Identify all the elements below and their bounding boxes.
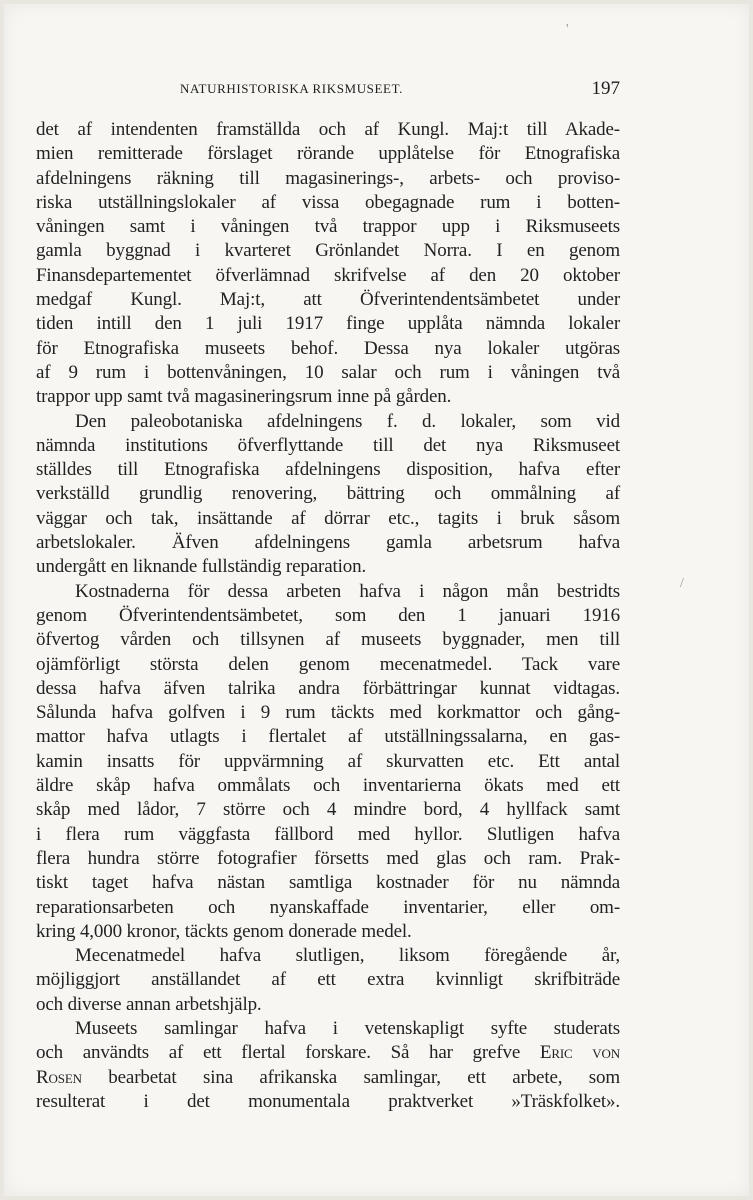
text-line: resulterat i det monumentala praktverket »Träskfolket». xyxy=(36,1090,620,1112)
text-line: nämnda institutions öfverflyttande till det nya Riksmuseet xyxy=(36,434,620,456)
text-line: ojämförligt största delen genom mecenatmedel. Tack vare xyxy=(36,653,620,675)
text-line: gamla byggnad i kvarteret Grönlandet Norra. I en genom xyxy=(36,240,620,262)
text-line: skåp med lådor, 7 större och 4 mindre bord, 4 hyllfack samt xyxy=(36,799,620,821)
text-line: Finansdepartementet öfverlämnad skrifvelse af den 20 oktober xyxy=(36,264,620,286)
text-line: afdelningens räkning till magasinerings-, arbets- och proviso- xyxy=(36,167,620,189)
person-name-last: Rosen xyxy=(36,1066,82,1088)
text-line: ställdes till Etnografiska afdelningens disposition, hafva efter xyxy=(36,459,620,481)
text-line: flera hundra större fotografier försetts med glas och ram. Prak- xyxy=(36,847,620,869)
running-title: NATURHISTORISKA RIKSMUSEET. xyxy=(180,81,404,96)
text-line: det af intendenten framställda och af Kungl. Maj:t till Akade- xyxy=(36,119,620,140)
text-line: medgaf Kungl. Maj:t, att Öfverintendentsämbetet under xyxy=(36,289,620,311)
text-line: tiden intill den 1 juli 1917 finge upplåta nämnda lokaler xyxy=(36,313,620,335)
text-line: arbetslokaler. Äfven afdelningens gamla arbetsrum hafva xyxy=(36,532,620,554)
text-line: riska utställningslokaler af vissa obegagnade rum i botten- xyxy=(36,191,620,213)
text-line: af 9 rum i bottenvåningen, 10 salar och rum i våningen två xyxy=(36,361,620,383)
text-line: tiskt taget hafva nästan samtliga kostnader för nu nämnda xyxy=(36,872,620,894)
page-header xyxy=(180,78,620,102)
text-line-with-name xyxy=(36,1066,620,1090)
text-line: kring 4,000 kronor, täckts genom donerade medel. xyxy=(36,920,412,942)
text-line-part: och användts af ett flertal forskare. Så har grefve xyxy=(36,1042,521,1064)
margin-mark-top: ' xyxy=(566,22,569,37)
text-line: för Etnografiska museets behof. Dessa nya lokaler utgöras xyxy=(36,337,620,359)
paragraph-start-line: Kostnaderna för dessa arbeten hafva i någon mån bestridts xyxy=(75,580,620,602)
text-line: i flera rum väggfasta fällbord med hyllor. Slutligen hafva xyxy=(36,823,620,845)
scanned-page xyxy=(4,4,749,1196)
text-line: verkställd grundlig renovering, bättring och ommålning af xyxy=(36,483,620,505)
body-text xyxy=(36,118,620,1114)
text-line: reparationsarbeten och nyanskaffade inventarier, eller om- xyxy=(36,896,620,918)
paragraph-start-line: Mecenatmedel hafva slutligen, liksom föregående år, xyxy=(75,945,620,967)
text-line: Sålunda hafva golfven i 9 rum täckts med korkmattor och gång- xyxy=(36,702,620,724)
margin-mark-right: / xyxy=(680,576,684,591)
text-line: trappor upp samt två magasineringsrum inne på gården. xyxy=(36,386,452,408)
text-line: våningen samt i våningen två trappor upp i Riksmuseets xyxy=(36,216,620,238)
text-line: möjliggjort anställandet af ett extra kvinnligt skrifbiträde xyxy=(36,969,620,991)
text-line: genom Öfverintendentsämbetet, som den 1 januari 1916 xyxy=(36,604,620,626)
text-line: väggar och tak, insättande af dörrar etc., tagits i bruk såsom xyxy=(36,507,620,529)
paragraph-start-line: Den paleobotaniska afdelningens f. d. lokaler, som vid xyxy=(75,410,620,432)
text-line: öfvertog vården och tillsynen af museets byggnader, men till xyxy=(36,629,620,651)
text-line: mien remitterade förslaget rörande upplåtelse för Etnografiska xyxy=(36,143,620,165)
paragraph-start-line: Museets samlingar hafva i vetenskapligt syfte studerats xyxy=(75,1017,620,1039)
text-line: kamin insatts för uppvärmning af skurvatten etc. Ett antal xyxy=(36,750,620,772)
page-number: 197 xyxy=(591,78,620,99)
text-line: och diverse annan arbetshjälp. xyxy=(36,993,262,1015)
text-line-part: bearbetat sina afrikanska samlingar, ett arbete, som xyxy=(108,1066,620,1088)
text-line: mattor hafva utlagts i flertalet af utställningssalarna, en gas- xyxy=(36,726,620,748)
text-line: dessa hafva äfven talrika andra förbättringar kunnat vidtagas. xyxy=(36,677,620,699)
person-name-first: Eric von xyxy=(539,1042,620,1064)
text-line: äldre skåp hafva ommålats och inventarierna ökats med ett xyxy=(36,775,620,797)
text-line: undergått en liknande fullständig reparation. xyxy=(36,556,367,578)
text-line-with-name xyxy=(36,1041,620,1065)
